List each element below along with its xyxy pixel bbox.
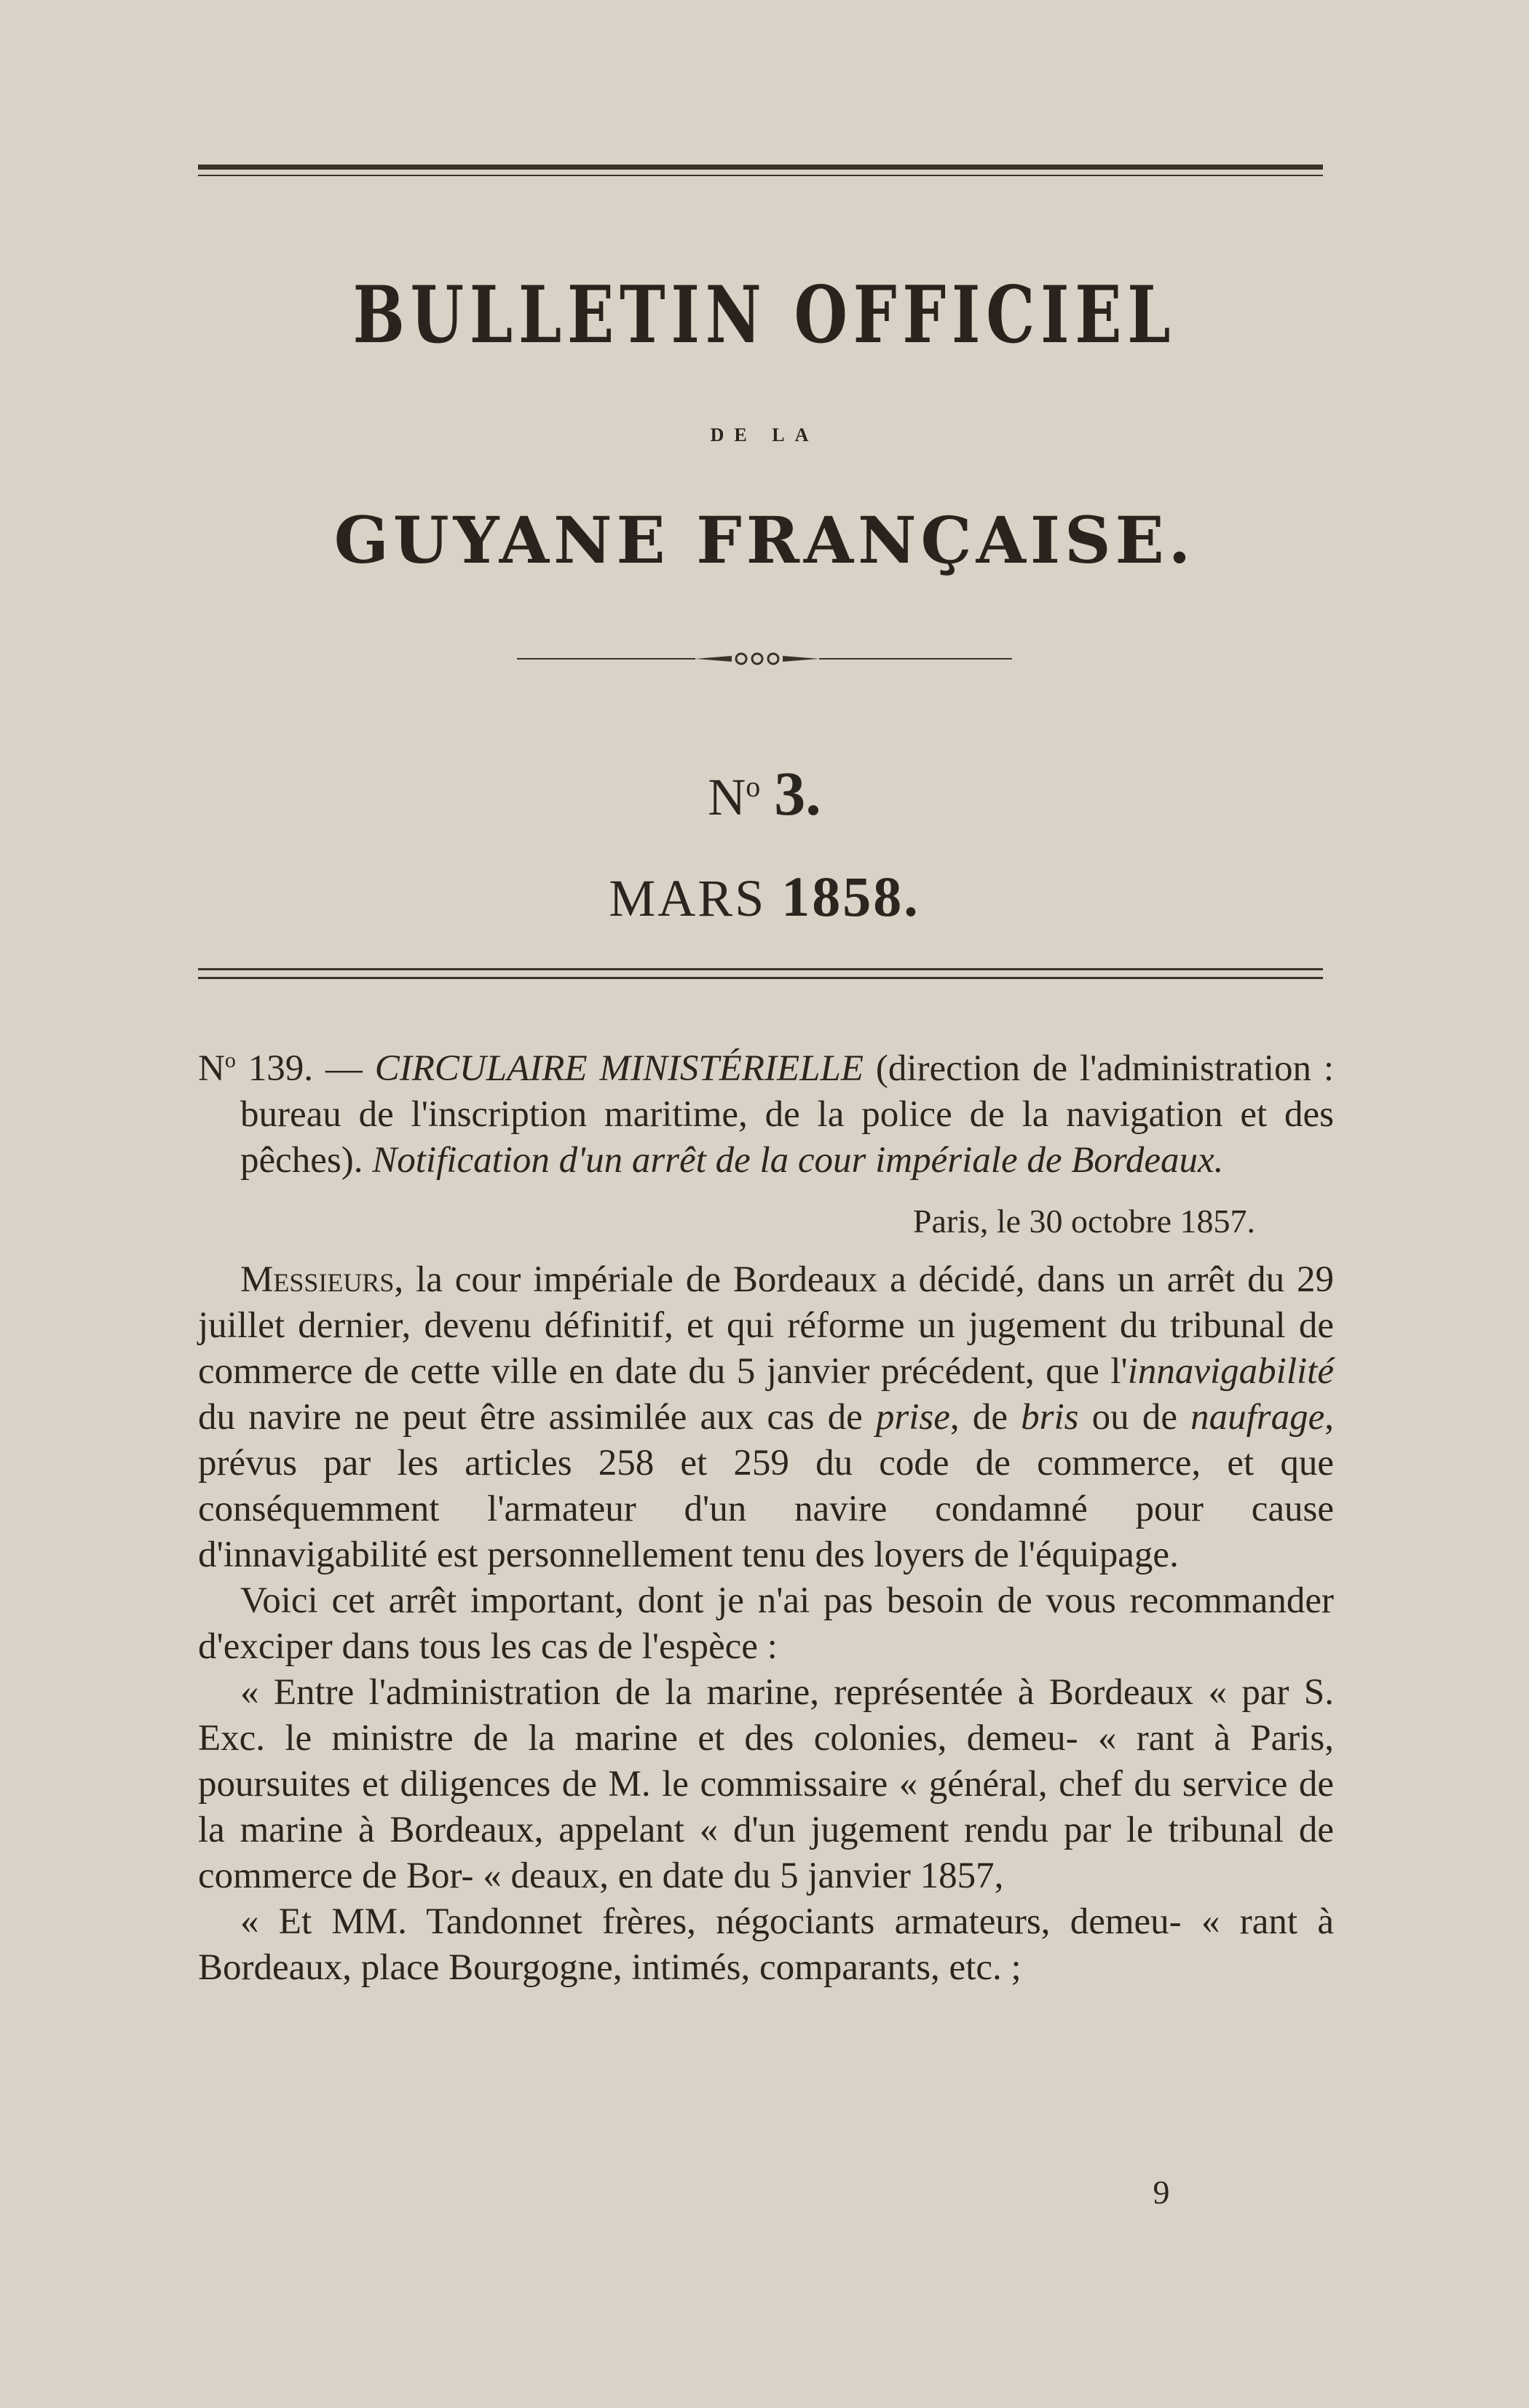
page-number: 9 [1153, 2174, 1170, 2211]
quote-1: « Entre l'administration de la marine, représentée à Bordeaux « par S. Exc. le ministre de la marine et des colonies, demeu- « rant à Paris, poursuites et diligences de M. le commissaire « général, chef du service de la marine à Bordeaux, appelant « d'un jugement rendu par le tribunal de commerce de Bor- « deaux, en date du 5 janvier 1857, [198, 1672, 1334, 1896]
issue-number: $N^o$ 3. [708, 759, 821, 828]
mid-rule-2 [198, 977, 1323, 979]
ornament-divider [510, 648, 1019, 670]
mid-rule-1 [198, 968, 1323, 970]
paragraph-2: Voici cet arrêt important, dont je n'ai pas besoin de vous recommander d'exciper dans tous les cas de l'espèce : [198, 1580, 1334, 1667]
place-date: Paris, le 30 octobre 1857. [912, 1203, 1255, 1240]
colony-title: GUYANE FRANÇAISE. [333, 502, 1196, 578]
article-heading: $N^o$ 139. — CIRCULAIRE MINISTÉRIELLE (direction de l'administration : bureau de l'inscription maritime, de la police de la navigation et des pêches). Notification d'un arrêt de la cour impériale de Bordeaux. [198, 1048, 1335, 1181]
article-body [198, 1037, 1334, 1991]
bulletin-title: BULLETIN OFFICIEL [352, 269, 1177, 361]
title-connector: DE LA [710, 424, 819, 445]
top-rule-thick [198, 165, 1323, 170]
top-rule-thin [198, 175, 1323, 176]
paragraph-1: Messieurs, la cour impériale de Bordeaux a décidé, dans un arrêt du 29 juillet dernier, devenu définitif, et qui réforme un jugement du tribunal de commerce de cette ville en date du 5 janvier précédent, que l'innavigabilité du navire ne peut être assimilée aux cas de prise, de bris ou de naufrage, prévus par les articles 258 et 259 du code de commerce, et que conséquemment l'armateur d'un navire condamné pour cause d'innavigabilité est personnellement tenu des loyers de l'équipage. [198, 1259, 1335, 1575]
issue-date: MARS 1858. [609, 865, 920, 928]
quote-2: « Et MM. Tandonnet frères, négociants armateurs, demeu- « rant à Bordeaux, place Bourgogne, intimés, comparants, etc. ; [198, 1901, 1334, 1988]
